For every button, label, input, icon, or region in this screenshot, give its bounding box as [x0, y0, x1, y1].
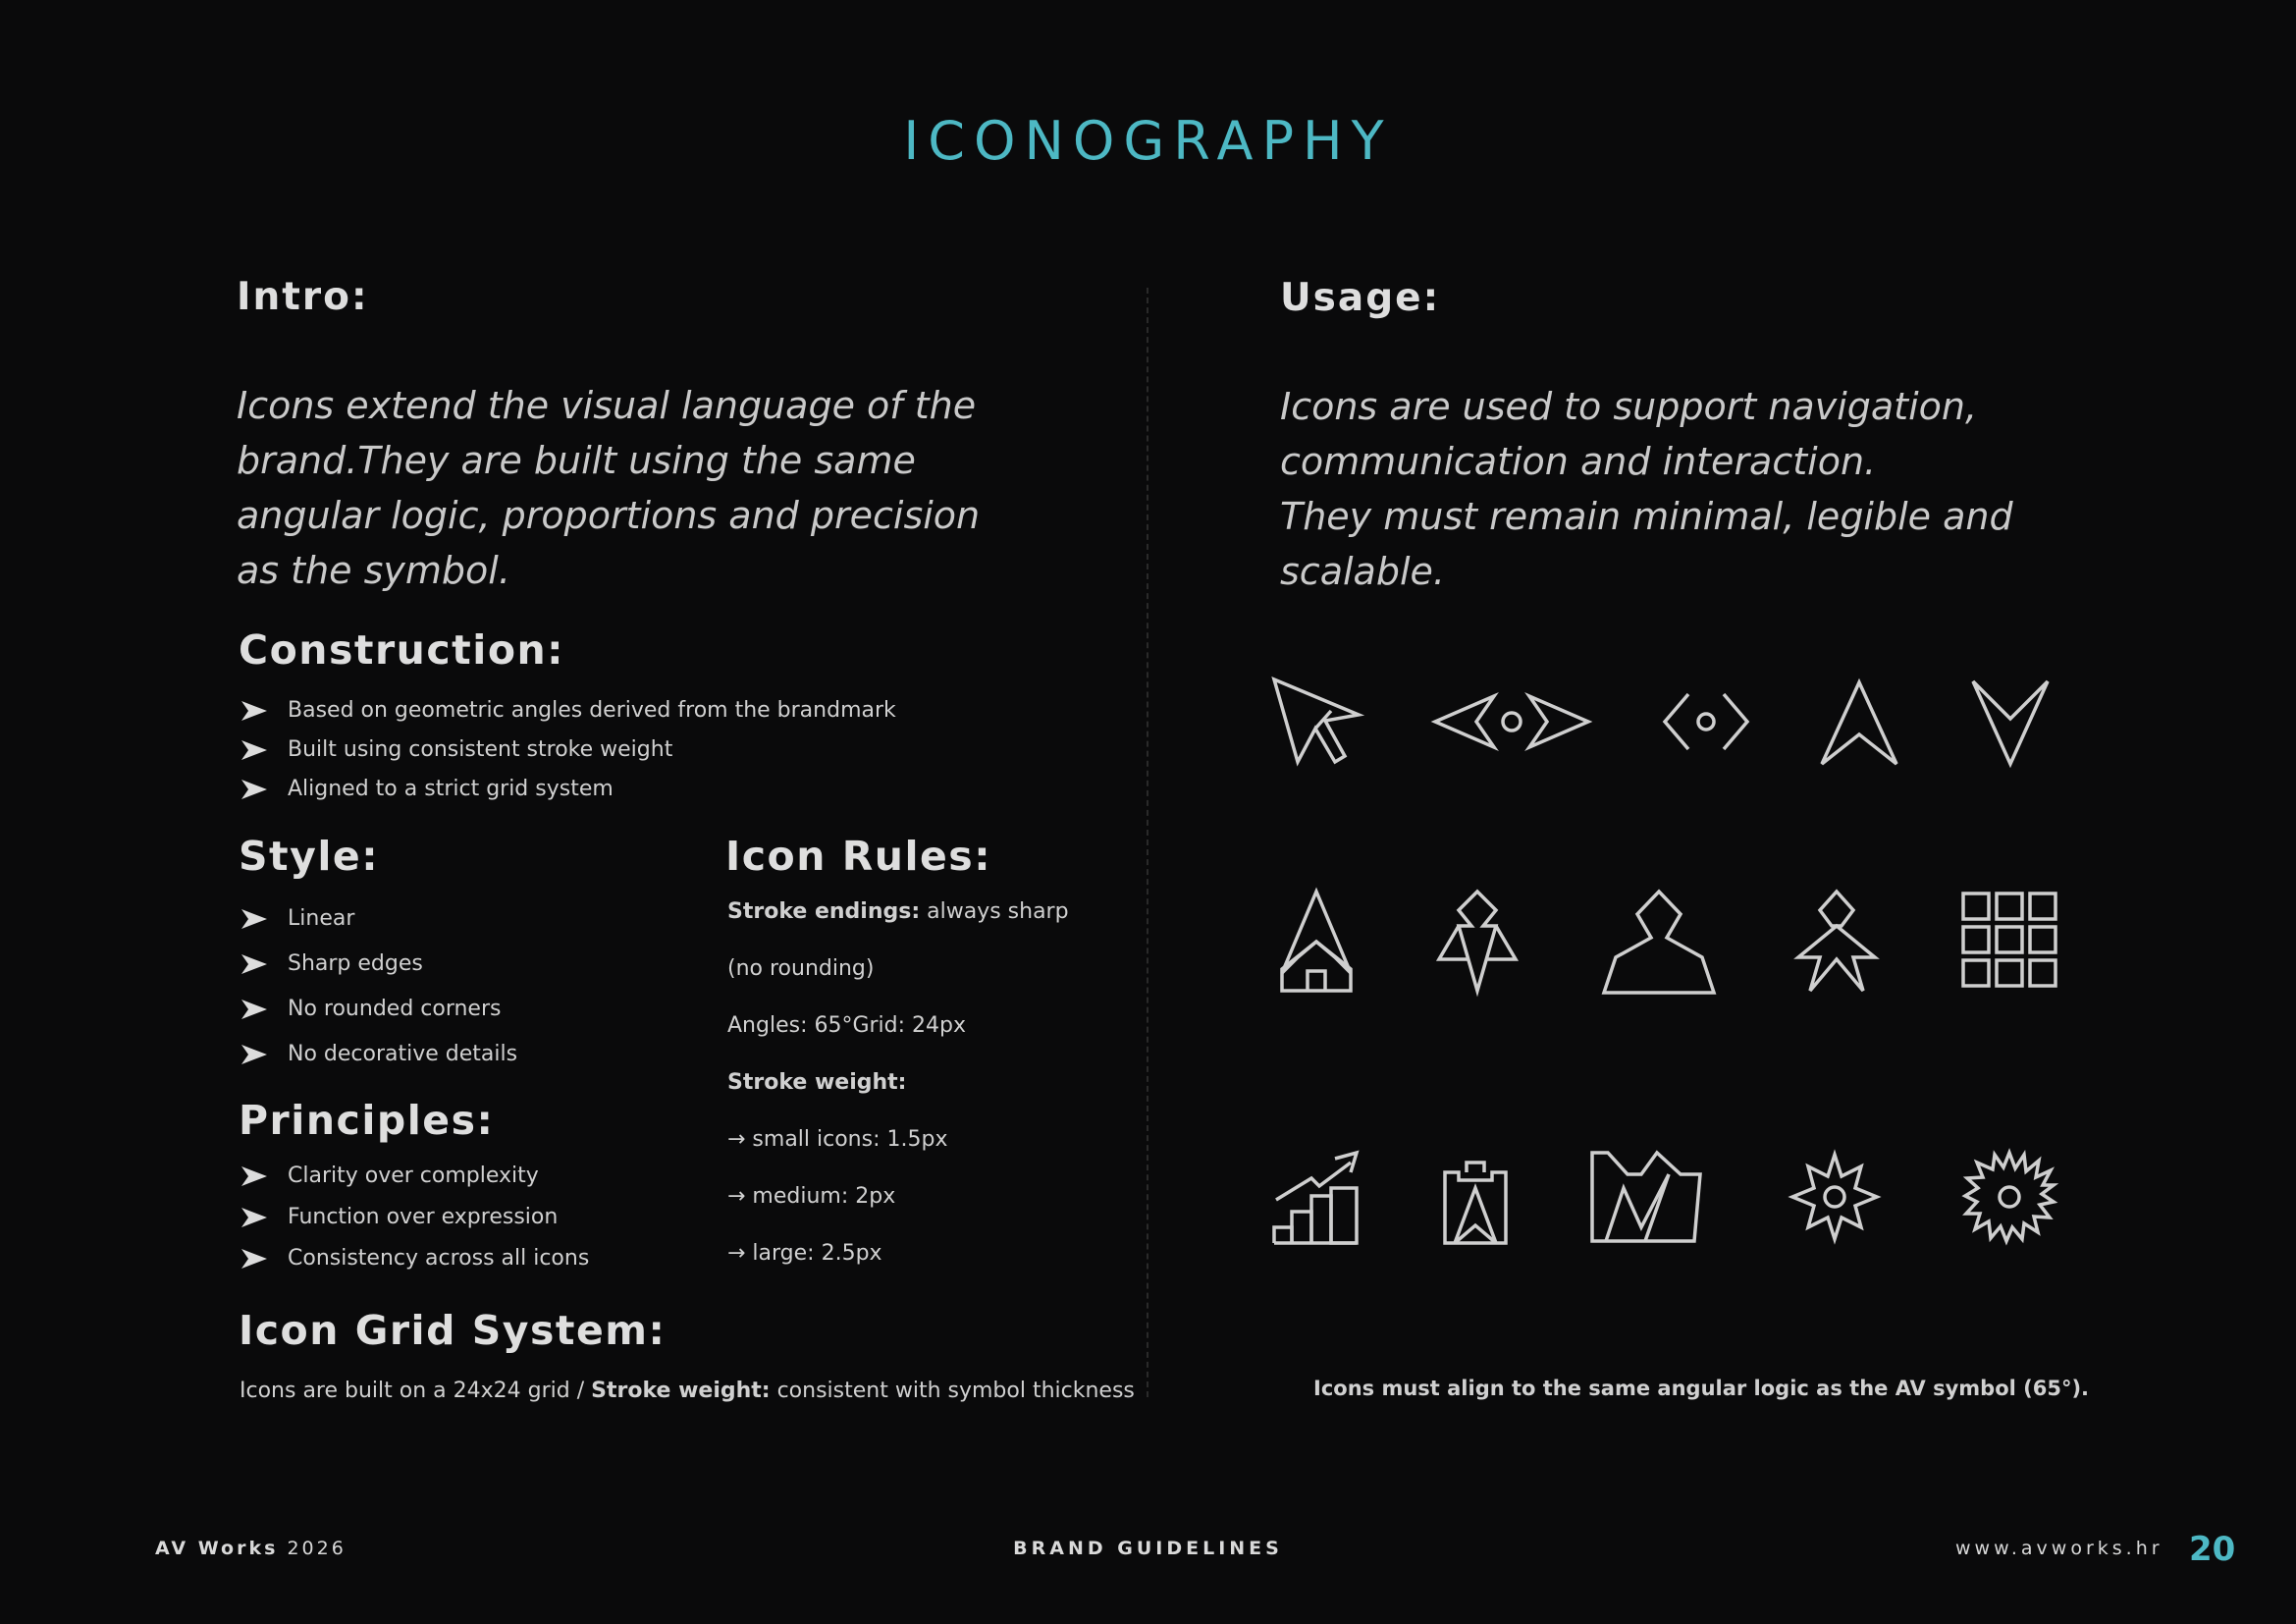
- arrow-bullet-icon: [240, 1207, 268, 1228]
- home-icon: [1280, 889, 1353, 993]
- list-item: Clarity over complexity: [240, 1156, 589, 1197]
- column-divider: [1147, 288, 1148, 1397]
- rule-medium: → medium: 2px: [727, 1184, 896, 1209]
- folder-check-icon: [1590, 1149, 1704, 1243]
- chart-growth-icon: [1272, 1151, 1362, 1245]
- arrow-bullet-icon: [240, 1248, 268, 1270]
- rule-no-rounding: (no rounding): [727, 956, 875, 981]
- grid-system-text: Icons are built on a 24x24 grid / Stroke weight: consistent with symbol thickness: [240, 1379, 1135, 1403]
- arrows-left-right-icon: [1433, 692, 1590, 751]
- user-icon: [1602, 889, 1716, 997]
- principles-heading: Principles:: [239, 1097, 495, 1144]
- clipboard-icon: [1443, 1159, 1508, 1245]
- footer-brand: AV Works 2026: [155, 1538, 347, 1559]
- construction-heading: Construction:: [239, 626, 565, 674]
- arrow-bullet-icon: [240, 700, 268, 722]
- list-item: Sharp edges: [240, 942, 517, 987]
- arrow-bullet-icon: [240, 1044, 268, 1065]
- list-item: Linear: [240, 896, 517, 942]
- usage-note: Icons must align to the same angular logic as the AV symbol (65°).: [1313, 1377, 2090, 1400]
- chevron-up-icon: [1820, 679, 1898, 768]
- construction-list: [240, 691, 896, 809]
- list-item: Function over expression: [240, 1197, 589, 1238]
- arrow-bullet-icon: [240, 908, 268, 930]
- arrow-bullet-icon: [240, 779, 268, 800]
- arrow-bullet-icon: [240, 999, 268, 1020]
- rule-angles: Angles: 65°Grid: 24px: [727, 1013, 967, 1038]
- intro-heading: Intro:: [237, 275, 369, 319]
- list-item: Based on geometric angles derived from the brandmark: [240, 691, 896, 731]
- icon-rules-heading: Icon Rules:: [725, 833, 992, 880]
- list-item: No rounded corners: [240, 987, 517, 1032]
- settings-sun-icon: [1790, 1153, 1879, 1241]
- rule-stroke-weight-label: Stroke weight:: [727, 1070, 907, 1095]
- style-heading: Style:: [239, 833, 380, 880]
- page-number: 20: [2189, 1530, 2236, 1569]
- chevron-down-icon: [1971, 679, 2050, 768]
- settings-gear-icon: [1963, 1151, 2056, 1243]
- list-item: Built using consistent stroke weight: [240, 731, 896, 770]
- arrow-bullet-icon: [240, 953, 268, 975]
- page-title: ICONOGRAPHY: [903, 110, 1393, 172]
- usage-text: Icons are used to support navigation, communication and interaction. They must remain minimal, legible and scalable.: [1280, 385, 2013, 593]
- list-item: No decorative details: [240, 1032, 517, 1077]
- person-star-icon: [1796, 889, 1877, 995]
- grid-system-heading: Icon Grid System:: [239, 1307, 667, 1354]
- rule-large: → large: 2.5px: [727, 1241, 882, 1266]
- usage-heading: Usage:: [1280, 276, 1441, 320]
- arrow-bullet-icon: [240, 1165, 268, 1187]
- list-item: Aligned to a strict grid system: [240, 770, 896, 809]
- rule-stroke-endings: Stroke endings: always sharp: [727, 899, 1069, 924]
- code-brackets-icon: [1661, 692, 1751, 751]
- arrow-bullet-icon: [240, 739, 268, 761]
- profile-diamond-icon: [1437, 889, 1518, 995]
- style-list: [240, 896, 517, 1077]
- cursor-arrow-icon: [1272, 677, 1362, 768]
- list-item: Consistency across all icons: [240, 1238, 589, 1279]
- intro-text: Icons extend the visual language of the brand.They are built using the same angular logic, proportions and precision as the symbol.: [237, 384, 981, 592]
- principles-list: [240, 1156, 589, 1279]
- rule-small: → small icons: 1.5px: [727, 1127, 948, 1152]
- footer-url: www.avworks.hr: [1955, 1538, 2163, 1559]
- icon-rules-list: [727, 899, 1069, 1298]
- footer-center: BRAND GUIDELINES: [1013, 1538, 1283, 1559]
- grid-icon: [1961, 892, 2057, 988]
